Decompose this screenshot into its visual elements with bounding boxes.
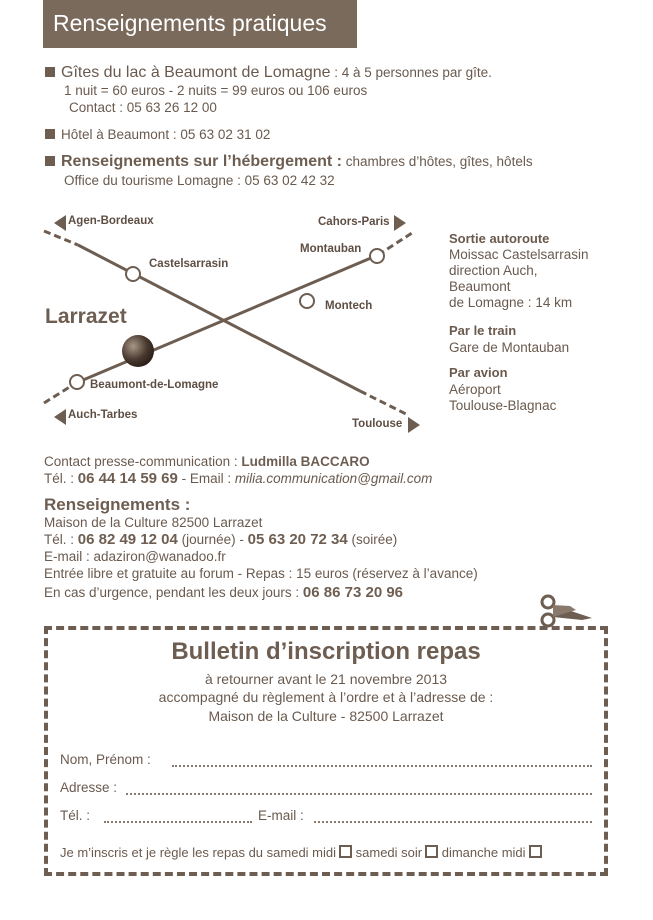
renseignements-email: E-mail : adaziron@wanadoo.fr [44, 549, 226, 564]
bullet-square-icon [45, 156, 55, 166]
contact-phone: 06 44 14 59 69 [77, 470, 178, 487]
gites-line [45, 64, 492, 82]
contact-name: Ludmilla BACCARO [241, 454, 370, 469]
renseignements-title: Renseignements : [44, 495, 191, 514]
bulletin-deadline: à retourner avant le 21 novembre 2013 [204, 671, 448, 687]
map-label-beaumont: Beaumont-de-Lomagne [90, 379, 219, 391]
avion-lines: Aéroport Toulouse-Blagnac [449, 382, 557, 413]
arrow-agen-icon [54, 215, 66, 231]
contact-presse: Contact presse-communication : Ludmilla BACCARO [44, 454, 370, 469]
road-agen-dashed [44, 231, 78, 245]
scissors-icon [536, 592, 596, 630]
map-label-castelsarrasin: Castelsarrasin [149, 258, 229, 270]
arrow-cahors-icon [394, 215, 406, 231]
map-label-montauban: Montauban [300, 243, 362, 255]
avion-title: Par avion [449, 365, 508, 380]
renseignements-entry: Entrée libre et gratuite au forum - Repas : 15 euros (réservez à l’avance) [44, 566, 478, 581]
bulletin-instructions: accompagné du règlement à l’ordre et à l’adresse de : [158, 689, 494, 705]
arrow-auch-icon [54, 409, 66, 425]
gites-desc: : 4 à 5 personnes par gîte. [330, 65, 492, 80]
phone-evening: 05 63 20 72 34 [247, 531, 348, 548]
map-label-toulouse: Toulouse [352, 418, 403, 430]
road-toulouse-dashed [360, 391, 408, 415]
map-label-cahors: Cahors-Paris [318, 216, 390, 228]
gites-title: Gîtes du lac à Beaumont de Lomagne [61, 64, 331, 81]
checkbox-dimanche-midi[interactable] [529, 845, 542, 858]
section-title: Renseignements pratiques [43, 0, 357, 48]
option-dimanche-midi: dimanche midi [441, 845, 526, 860]
marker-montauban [370, 249, 384, 263]
email-field[interactable] [314, 821, 592, 823]
option-samedi-soir: samedi soir [355, 845, 423, 860]
name-field[interactable] [172, 765, 592, 767]
marker-castelsarrasin [126, 267, 140, 281]
tel-label: Tél. : [60, 808, 91, 823]
marker-beaumont [70, 375, 84, 389]
hotel-text: Hôtel à Beaumont : 05 63 02 31 02 [61, 127, 271, 142]
hebergement-line [45, 153, 533, 171]
hotel-line [45, 127, 270, 142]
gites-prices: 1 nuit = 60 euros - 2 nuits = 99 euros ou 106 euros [64, 83, 368, 98]
bullet-square-icon [45, 129, 55, 139]
bullet-square-icon [45, 67, 55, 77]
hebergement-title: Renseignements sur l’hébergement : [61, 153, 342, 170]
marker-montech [300, 294, 314, 308]
train-text: Gare de Montauban [449, 340, 570, 355]
option-samedi-midi: samedi midi [266, 845, 337, 860]
renseignements-tel: Tél. : 06 82 49 12 04 (journée) - 05 63 20 72 34 (soirée) [44, 531, 398, 548]
autoroute-lines: Moissac Castelsarrasin direction Auch, Beaumont de Lomagne : 14 km [449, 247, 589, 310]
office-tourisme: Office du tourisme Lomagne : 05 63 02 42 32 [64, 173, 335, 188]
tel-field[interactable] [104, 821, 252, 823]
checkbox-samedi-soir[interactable] [425, 845, 438, 858]
renseignements-address: Maison de la Culture 82500 Larrazet [44, 515, 263, 530]
arrow-toulouse-icon [408, 417, 420, 433]
autoroute-title: Sortie autoroute [449, 231, 550, 246]
name-label: Nom, Prénom : [60, 752, 151, 767]
phone-urgence: 06 86 73 20 96 [302, 584, 404, 601]
renseignements-urgence: En cas d’urgence, pendant les deux jours : 06 86 73 20 96 [44, 584, 404, 601]
bulletin-address: Maison de la Culture - 82500 Larrazet [208, 708, 444, 724]
marker-larrazet [122, 335, 154, 367]
email-label: E-mail : [258, 808, 304, 823]
address-field[interactable] [126, 793, 592, 795]
contact-tel-email: Tél. : 06 44 14 59 69 - Email : milia.communication@gmail.com [44, 470, 433, 487]
meal-options: Je m’inscris et je règle les repas du samedi midi samedi soir dimanche midi [60, 845, 542, 860]
train-title: Par le train [449, 323, 517, 338]
map-label-agen: Agen-Bordeaux [68, 215, 154, 227]
bulletin-title: Bulletin d’inscription repas [171, 638, 481, 665]
hebergement-desc: chambres d’hôtes, gîtes, hôtels [341, 154, 533, 169]
phone-day: 06 82 49 12 04 [77, 531, 178, 548]
map-label-montech: Montech [325, 300, 373, 312]
checkbox-samedi-midi[interactable] [339, 845, 352, 858]
address-label: Adresse : [60, 780, 118, 795]
gites-contact: Contact : 05 63 26 12 00 [69, 100, 217, 115]
map-label-auch: Auch-Tarbes [68, 409, 138, 421]
map-town-larrazet: Larrazet [45, 305, 127, 328]
contact-email[interactable]: milia.communication@gmail.com [234, 471, 433, 486]
